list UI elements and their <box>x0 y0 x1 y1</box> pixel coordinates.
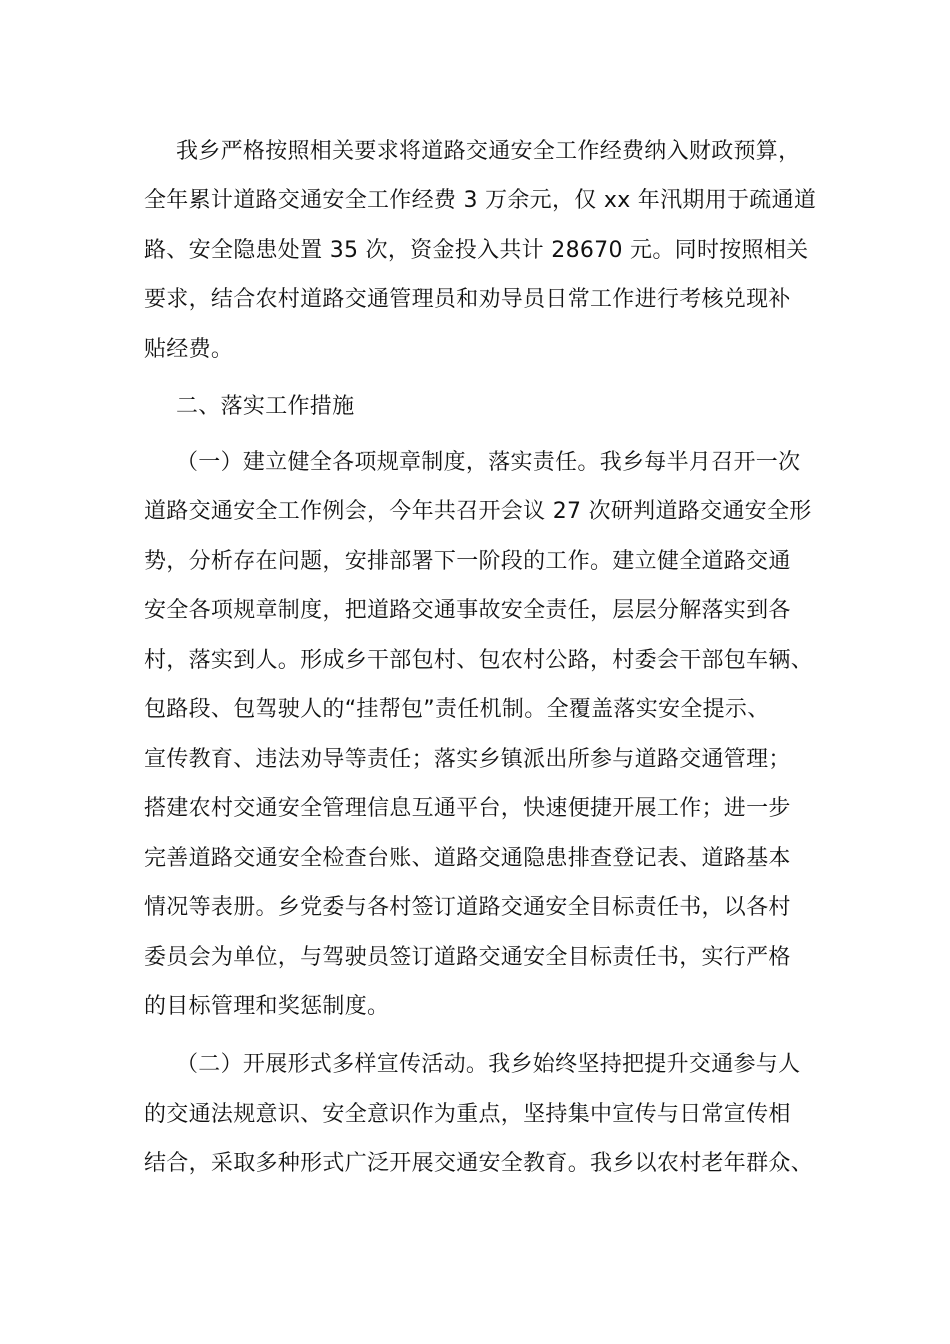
paragraph-2-line-9: 完善道路交通安全检查台账、道路交通隐患排查登记表、道路基本 <box>144 846 791 871</box>
paragraph-2-line-1: （一）建立健全各项规章制度，落实责任。我乡每半月召开一次 <box>176 450 801 475</box>
paragraph-3-line-3: 结合，采取多种形式广泛开展交通安全教育。我乡以农村老年群众、 <box>144 1151 814 1176</box>
paragraph-3-line-2: 的交通法规意识、安全意识作为重点，坚持集中宣传与日常宣传相 <box>144 1102 791 1127</box>
paragraph-2-line-6: 包路段、包驾驶人的“挂帮包”责任机制。全覆盖落实安全提示、 <box>144 697 770 722</box>
section-heading: 二、落实工作措施 <box>176 394 355 419</box>
paragraph-2-line-8: 搭建农村交通安全管理信息互通平台，快速便捷开展工作；进一步 <box>144 796 791 821</box>
paragraph-2-line-10: 情况等表册。乡党委与各村签订道路交通安全目标责任书，以各村 <box>144 895 791 920</box>
paragraph-3-line-1: （二）开展形式多样宣传活动。我乡始终坚持把提升交通参与人 <box>176 1052 801 1077</box>
paragraph-2-line-7: 宣传教育、违法劝导等责任；落实乡镇派出所参与道路交通管理； <box>144 747 791 772</box>
paragraph-2-line-11: 委员会为单位，与驾驶员签订道路交通安全目标责任书，实行严格 <box>144 945 791 970</box>
paragraph-1-line-1: 我乡严格按照相关要求将道路交通安全工作经费纳入财政预算， <box>176 139 801 164</box>
paragraph-1-line-4: 要求，结合农村道路交通管理员和劝导员日常工作进行考核兑现补 <box>144 287 791 312</box>
paragraph-1-line-3: 路、安全隐患处置 35 次，资金投入共计 28670 元。同时按照相关 <box>144 238 809 263</box>
paragraph-2-line-3: 势，分析存在问题，安排部署下一阶段的工作。建立健全道路交通 <box>144 549 791 574</box>
paragraph-2-line-4: 安全各项规章制度，把道路交通事故安全责任，层层分解落实到各 <box>144 598 791 623</box>
paragraph-2-line-12: 的目标管理和奖惩制度。 <box>144 994 390 1019</box>
paragraph-2-line-2: 道路交通安全工作例会，今年共召开会议 27 次研判道路交通安全形 <box>144 499 812 524</box>
paragraph-1-line-2: 全年累计道路交通安全工作经费 3 万余元，仅 xx 年汛期用于疏通道 <box>144 188 817 213</box>
paragraph-1-line-5: 贴经费。 <box>144 337 234 362</box>
paragraph-2-line-5: 村，落实到人。形成乡干部包村、包农村公路，村委会干部包车辆、 <box>144 648 814 673</box>
